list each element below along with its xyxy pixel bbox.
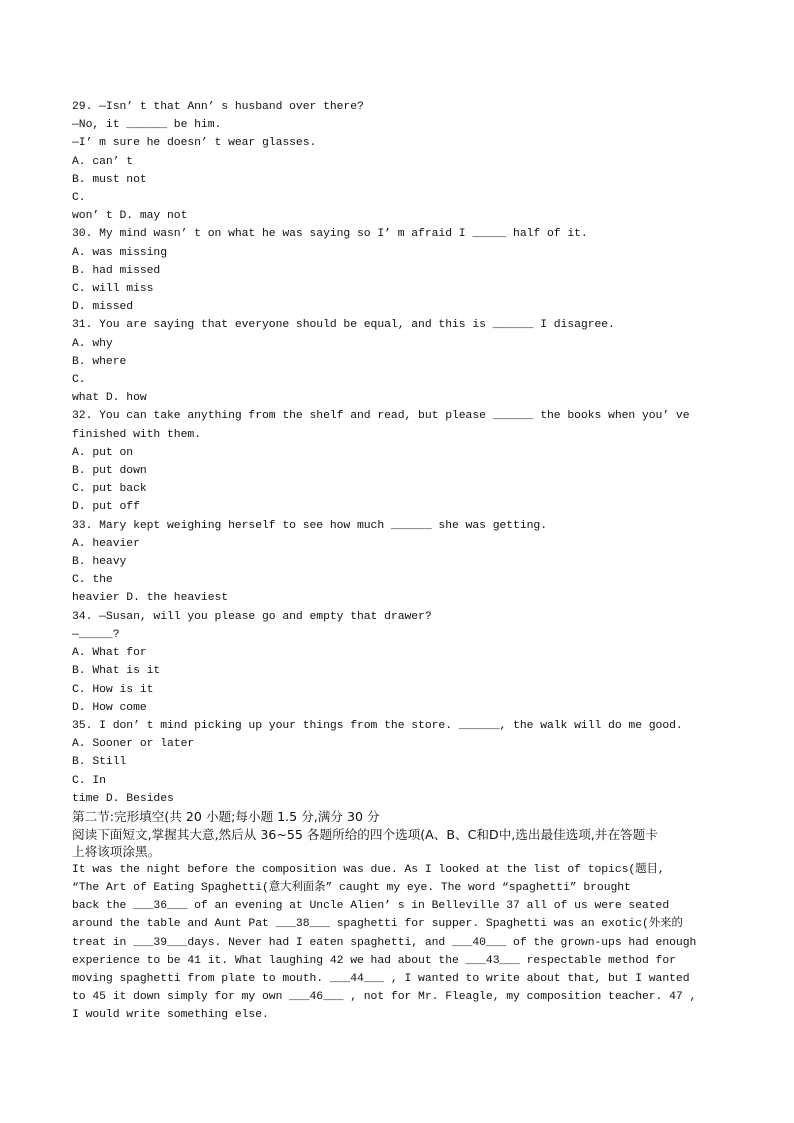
passage-line: experience to be 41 it. What laughing 42 we had about the ___43___ respectable method for xyxy=(72,954,676,967)
question-35 xyxy=(72,717,722,808)
section-instruction: 上将该项涂黑。 xyxy=(72,844,161,860)
question-33 xyxy=(72,517,722,608)
question-31 xyxy=(72,316,722,407)
document-page xyxy=(72,98,722,1025)
option-a: A. put on xyxy=(72,446,134,459)
question-stem-continued: finished with them. xyxy=(72,428,201,441)
option-c: C. will miss xyxy=(72,283,154,296)
option-c: C. put back xyxy=(72,483,147,496)
passage-line: treat in ___39___days. Never had I eaten spaghetti, and ___40___ of the grown-ups had enough xyxy=(72,936,697,949)
option-d: D. missed xyxy=(72,301,134,314)
option-c: C. In xyxy=(72,774,106,787)
passage-line: “The Art of Eating Spaghetti(意大利面条” caught my eye. The word “spaghetti” brought xyxy=(72,881,631,894)
dialogue-line: —I’ m sure he doesn’ t wear glasses. xyxy=(72,137,317,150)
option-b: B. must not xyxy=(72,173,147,186)
option-a: A. can’ t xyxy=(72,155,134,168)
passage-line: moving spaghetti from plate to mouth. ___44___ , I wanted to write about that, but I wanted xyxy=(72,972,690,985)
question-30 xyxy=(72,225,722,316)
option-c: C. xyxy=(72,374,86,387)
passage-line: around the table and Aunt Pat ___38___ spaghetti for supper. Spaghetti was an exotic(外来的 xyxy=(72,918,683,931)
passage-line: back the ___36___ of an evening at Uncle Alien’ s in Belleville 37 all of us were seated xyxy=(72,900,670,913)
dialogue-line: —No, it ______ be him. xyxy=(72,119,222,132)
option-a: A. Sooner or later xyxy=(72,738,195,751)
option-d: time D. Besides xyxy=(72,792,174,805)
option-d: what D. how xyxy=(72,392,147,405)
section-title: 第二节:完形填空(共 20 小题;每小题 1.5 分,满分 30 分 xyxy=(72,808,380,824)
question-stem: 32. You can take anything from the shelf and read, but please ______ the books when you’ ve xyxy=(72,410,690,423)
dialogue-line: —_____? xyxy=(72,628,120,641)
option-a: A. why xyxy=(72,337,113,350)
question-stem: 30. My mind wasn’ t on what he was saying so I’ m afraid I _____ half of it. xyxy=(72,228,588,241)
option-d: D. How come xyxy=(72,701,147,714)
question-stem: 33. Mary kept weighing herself to see how much ______ she was getting. xyxy=(72,519,547,532)
question-stem: 29. —Isn’ t that Ann’ s husband over there? xyxy=(72,101,364,113)
option-d: won’ t D. may not xyxy=(72,210,188,223)
question-34 xyxy=(72,608,722,717)
option-a: A. was missing xyxy=(72,246,167,259)
question-29 xyxy=(72,98,722,225)
option-d: D. put off xyxy=(72,501,140,514)
option-d: heavier D. the heaviest xyxy=(72,592,229,605)
passage-line: I would write something else. xyxy=(72,1009,269,1022)
passage-line: It was the night before the composition was due. As I looked at the list of topics(题目, xyxy=(72,863,665,876)
option-b: B. heavy xyxy=(72,556,127,569)
question-stem: 31. You are saying that everyone should be equal, and this is ______ I disagree. xyxy=(72,319,615,332)
section-instruction: 阅读下面短文,掌握其大意,然后从 36~55 各题所给的四个选项(A、B、C和D中,选出最佳选项,并在答题卡 xyxy=(72,826,658,842)
passage-line: to 45 it down simply for my own ___46___ , not for Mr. Fleagle, my composition teacher. 47 , xyxy=(72,991,697,1004)
option-b: B. had missed xyxy=(72,264,161,277)
option-c: C. xyxy=(72,192,86,205)
option-c: C. the xyxy=(72,574,113,587)
option-a: A. heavier xyxy=(72,537,140,550)
cloze-passage xyxy=(72,861,722,1025)
option-c: C. How is it xyxy=(72,683,154,696)
question-stem: 35. I don’ t mind picking up your things from the store. ______, the walk will do me good. xyxy=(72,719,683,732)
option-b: B. Still xyxy=(72,756,127,769)
option-a: A. What for xyxy=(72,647,147,660)
option-b: B. What is it xyxy=(72,665,161,678)
option-b: B. put down xyxy=(72,465,147,478)
question-32 xyxy=(72,407,722,516)
option-b: B. where xyxy=(72,355,127,368)
section-header xyxy=(72,808,722,861)
question-stem: 34. —Susan, will you please go and empty that drawer? xyxy=(72,610,432,623)
